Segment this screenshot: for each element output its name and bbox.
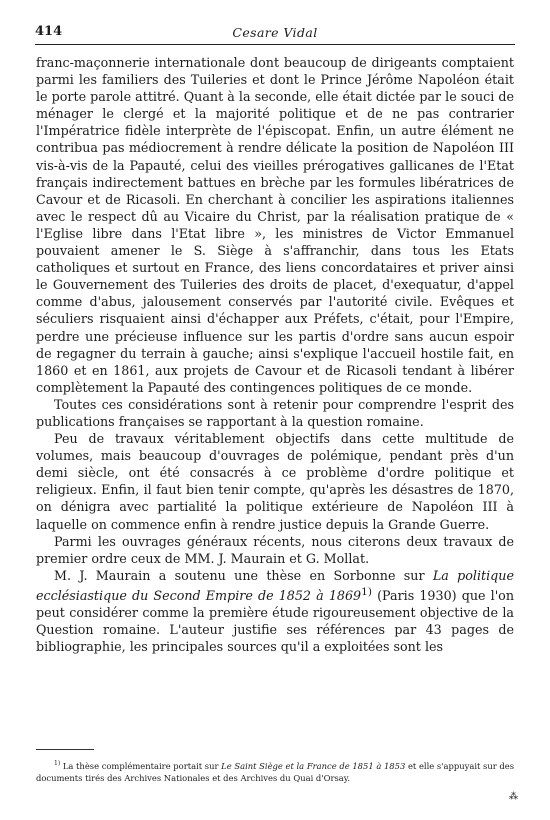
body-text (36, 54, 514, 656)
paragraph-5 (36, 567, 514, 656)
footnote-marker: 1) (54, 760, 61, 767)
footnote-reference: 1) (361, 585, 372, 598)
paragraph-5-start: M. J. Maurain a soutenu une thèse en Sorbonne sur (54, 567, 433, 583)
running-head: Cesare Vidal (232, 25, 318, 40)
paragraph-2: Toutes ces considérations sont à retenir pour comprendre l'esprit des publications françaises se rapportant à la question romaine. (36, 396, 514, 429)
paragraph-5-end: (Paris 1930) que l'on peut considérer comme la première étude rigoureusement objective de la Question romaine. L'auteur justifie ses références par 43 pages de bibliographie, les principales sources qu'il a exploitées sont les (36, 588, 514, 655)
header-rule (35, 44, 515, 45)
footnote-cited-title: Le Saint Siège et la France de 1851 à 1853 (221, 760, 406, 771)
page-number: 414 (35, 24, 63, 39)
paragraph-4: Parmi les ouvrages généraux récents, nous citerons deux travaux de premier ordre ceux de MM. J. Maurain et G. Mollat. (36, 533, 514, 566)
footnote-start: La thèse complémentaire portait sur (60, 760, 222, 771)
cited-thesis-title: La politique ecclésiastique du Second Empire de 1852 à 1869 (36, 567, 514, 604)
paragraph-1: franc-maçonnerie internationale dont beaucoup de dirigeants comptaient parmi les familiers des Tuileries et dont le Prince Jérôme Napoléon était le porte parole attitré. Quant à la seconde, elle était dictée par le souci de ménager le clergé et la majorité politique et de ne pas contrarier l'Impératrice fidèle interprète de l'épiscopat. Enfin, un autre élément ne contribua pas médiocrement à rendre délicate la position de Napoléon III vis-à-vis de la Papauté, celui des vieilles prérogatives gallicanes de l'Etat français indirectement battues en brèche par les formules libératrices de Cavour et de Ricasoli. En cherchant à concilier les aspirations italiennes avec le respect dû au Vicaire du Christ, par la réalisation pratique de « l'Eglise libre dans l'Etat libre », les ministres de Victor Emmanuel pouvaient amener le S. Siège à s'affranchir, dans tous les Etats catholiques et surtout en France, des liens concordataires et priver ainsi le Gouvernement des Tuileries des droits de placet, d'exequatur, d'appel comme d'abus, jalousement conservés par l'autorité civile. Evêques et séculiers risquaient ainsi d'échapper aux Préfets, c'était, pour l'Empire, perdre une précieuse influence sur les partis d'ordre sans aucun espoir de regagner du terrain à gauche; ainsi s'explique l'accueil hostile fait, en 1860 et en 1861, aux projets de Cavour et de Ricasoli tendant à libérer complètement la Papauté des contingences politiques de ce monde. (36, 55, 514, 395)
page-header (35, 22, 515, 42)
footnote (36, 758, 514, 784)
footnote-text (36, 758, 514, 784)
footnote-end: et elle s'appuyait sur des documents tirés des Archives Nationales et des Archives du Quai d'Orsay. (36, 760, 514, 783)
footnote-rule (36, 749, 94, 750)
printer-mark: ⁂ (509, 792, 518, 802)
paragraph-3: Peu de travaux véritablement objectifs dans cette multitude de volumes, mais beaucoup d'ouvrages de polémique, pendant près d'un demi siècle, ont été consacrés à ce problème d'ordre politique et religieux. Enfin, il faut bien tenir compte, qu'après les désastres de 1870, on dénigra avec partialité la politique extérieure de Napoléon III à laquelle on commence enfin à rendre justice depuis la Grande Guerre. (36, 431, 514, 532)
